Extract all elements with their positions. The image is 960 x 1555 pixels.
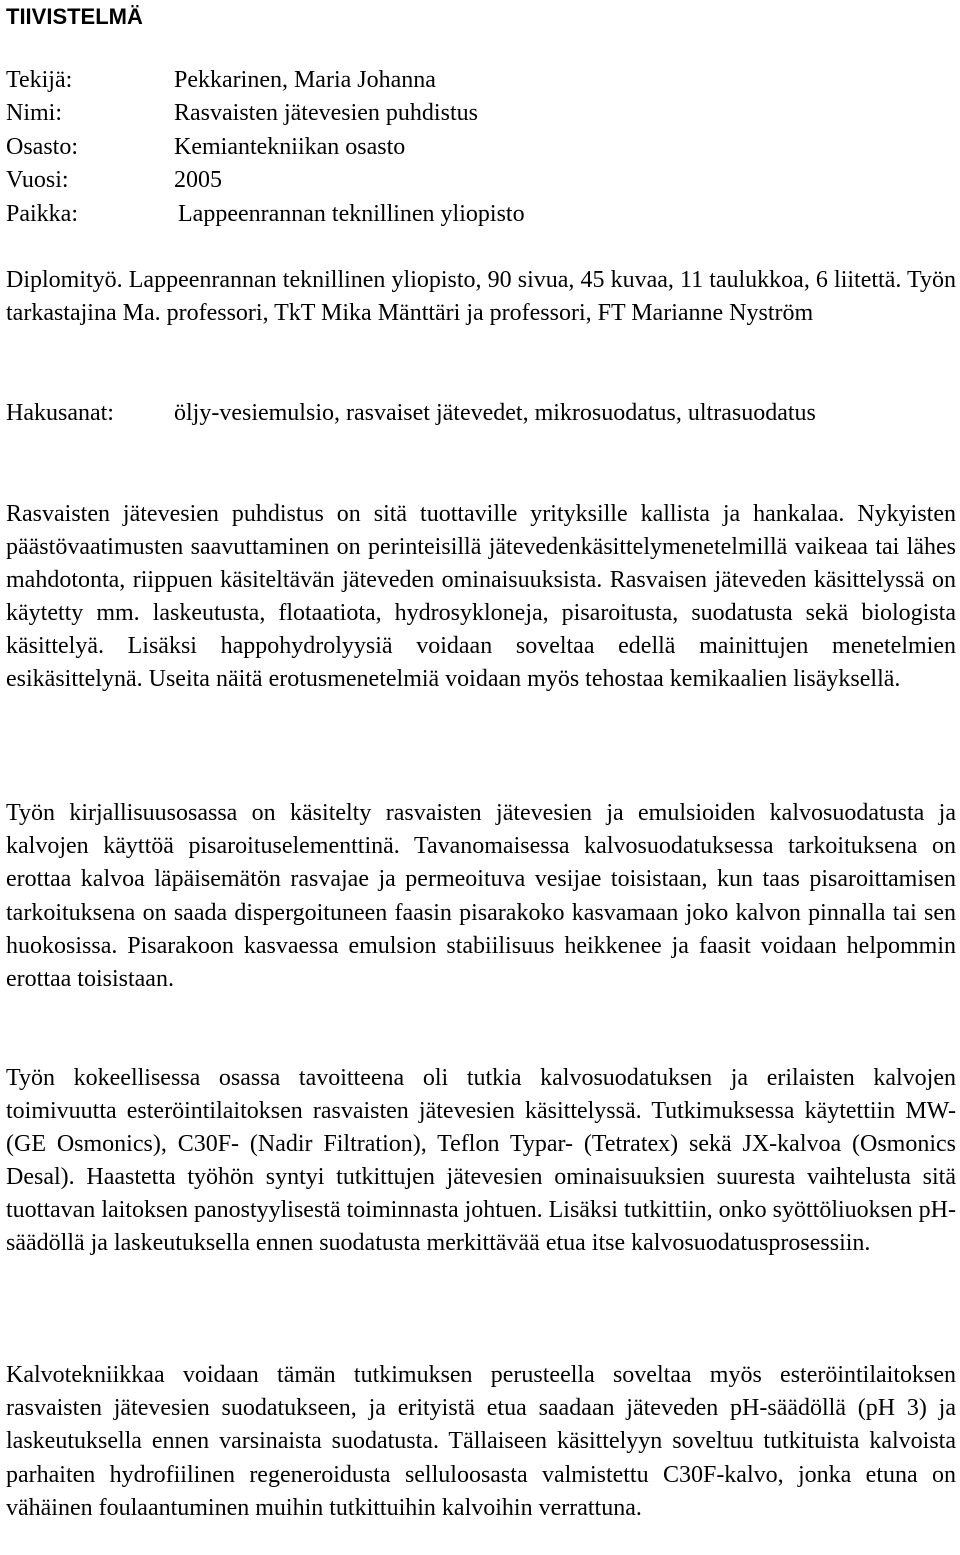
meta-row-place [6,198,525,231]
document-title: TIIVISTELMÄ [6,4,143,29]
meta-row-year [6,164,525,197]
keywords-label: Hakusanat: [6,400,114,426]
meta-value: Kemiantekniikan osasto [174,133,406,160]
meta-value: Pekkarinen, Maria Johanna [174,67,436,93]
abstract-paragraph-4: Kalvotekniikkaa voidaan tämän tutkimuksen perusteella soveltaa myös esteröintilaitoksen rasvaisten jätevesien suodatukseen, ja erityistä etua saadaan jäteveden pH-säädöllä (pH 3) ja laskeutuksella ennen varsinaista suodatusta. Tällaiseen käsittelyyn soveltuu tutkituista kalvoista parhaiten hydrofiilinen regeneroidusta selluloosasta valmistettu C30F-kalvo, jonka etuna on vähäinen foulaantuminen muihin tutkittuihin kalvoihin verrattuna. [6,1362,956,1521]
abstract-paragraph-1: Rasvaisten jätevesien puhdistus on sitä tuottaville yrityksille kallista ja hankalaa. Nykyisten päästövaatimusten saavuttaminen on perinteisillä jätevedenkäsittelymenetelmillä vaikeaa tai lähes mahdotonta, riippuen käsiteltävän jäteveden ominaisuuksista. Rasvaisen jäteveden käsittelyssä on käytetty mm. laskeutusta, flotaatiota, hydrosykloneja, pisaroitusta, suodatusta sekä biologista käsittelyä. Lisäksi happohydrolyysiä voidaan soveltaa edellä mainittujen menetelmien esikäsittelynä. Useita näitä erotusmenetelmiä voidaan myös tehostaa kemikaalien lisäyksellä. [6,501,956,693]
keywords-row [6,397,816,430]
metadata-block [6,64,525,231]
keywords-value: öljy-vesiemulsio, rasvaiset jätevedet, mikrosuodatus, ultrasuodatus [174,400,816,426]
meta-value: Rasvaisten jätevesien puhdistus [174,100,478,127]
meta-label: Vuosi: [6,167,69,194]
abstract-paragraph-3: Työn kokeellisessa osassa tavoitteena oli tutkia kalvosuodatuksen ja erilaisten kalvojen toimivuutta esteröintilaitoksen rasvaisten jätevesien käsittelyssä. Tutkimuksessa käytettiin MW- (GE Osmonics), C30F- (Nadir Filtration), Teflon Typar- (Tetratex) sekä JX-kalvoa (Osmonics Desal). Haastetta työhön syntyi tutkittujen jätevesien ominaisuuksien suuresta vaihtelusta sitä tuottavan laitoksen panostyylisestä toiminnasta johtuen. Lisäksi tutkittiin, onko syöttöliuoksen pH-säädöllä ja laskeutuksella ennen suodatusta merkittävää etua itse kalvosuodatusprosessiin. [6,1065,956,1257]
meta-label: Osasto: [6,133,78,160]
meta-label: Paikka: [6,200,78,227]
meta-row-name [6,97,525,130]
meta-row-department [6,131,525,164]
meta-label: Tekijä: [6,67,73,93]
abstract-paragraph-2: Työn kirjallisuusosassa on käsitelty rasvaisten jätevesien ja emulsioiden kalvosuodatusta ja kalvojen käyttöä pisaroituselementtinä. Tavanomaisessa kalvosuodatuksessa tarkoituksena on erottaa kalvoa läpäisemätön rasvajae ja permeoituva vesijae toisistaan, kun taas pisaroittamisen tarkoituksena on saada dispergoituneen faasin pisarakoko kasvamaan joko kalvon pinnalla tai sen huokosissa. Pisarakoon kasvaessa emulsion stabiilisuus heikkenee ja faasit voidaan helpommin erottaa toisistaan. [6,800,956,993]
meta-value: 2005 [174,167,222,194]
thesis-info-paragraph: Diplomityö. Lappeenrannan teknillinen yliopisto, 90 sivua, 45 kuvaa, 11 taulukkoa, 6 liitettä. Työn tarkastajina Ma. professori, TkT Mika Mänttäri ja professori, FT Marianne Nyström [6,267,956,327]
meta-row-author [6,64,525,97]
meta-value: Lappeenrannan teknillinen yliopisto [178,200,525,227]
meta-label: Nimi: [6,100,63,127]
